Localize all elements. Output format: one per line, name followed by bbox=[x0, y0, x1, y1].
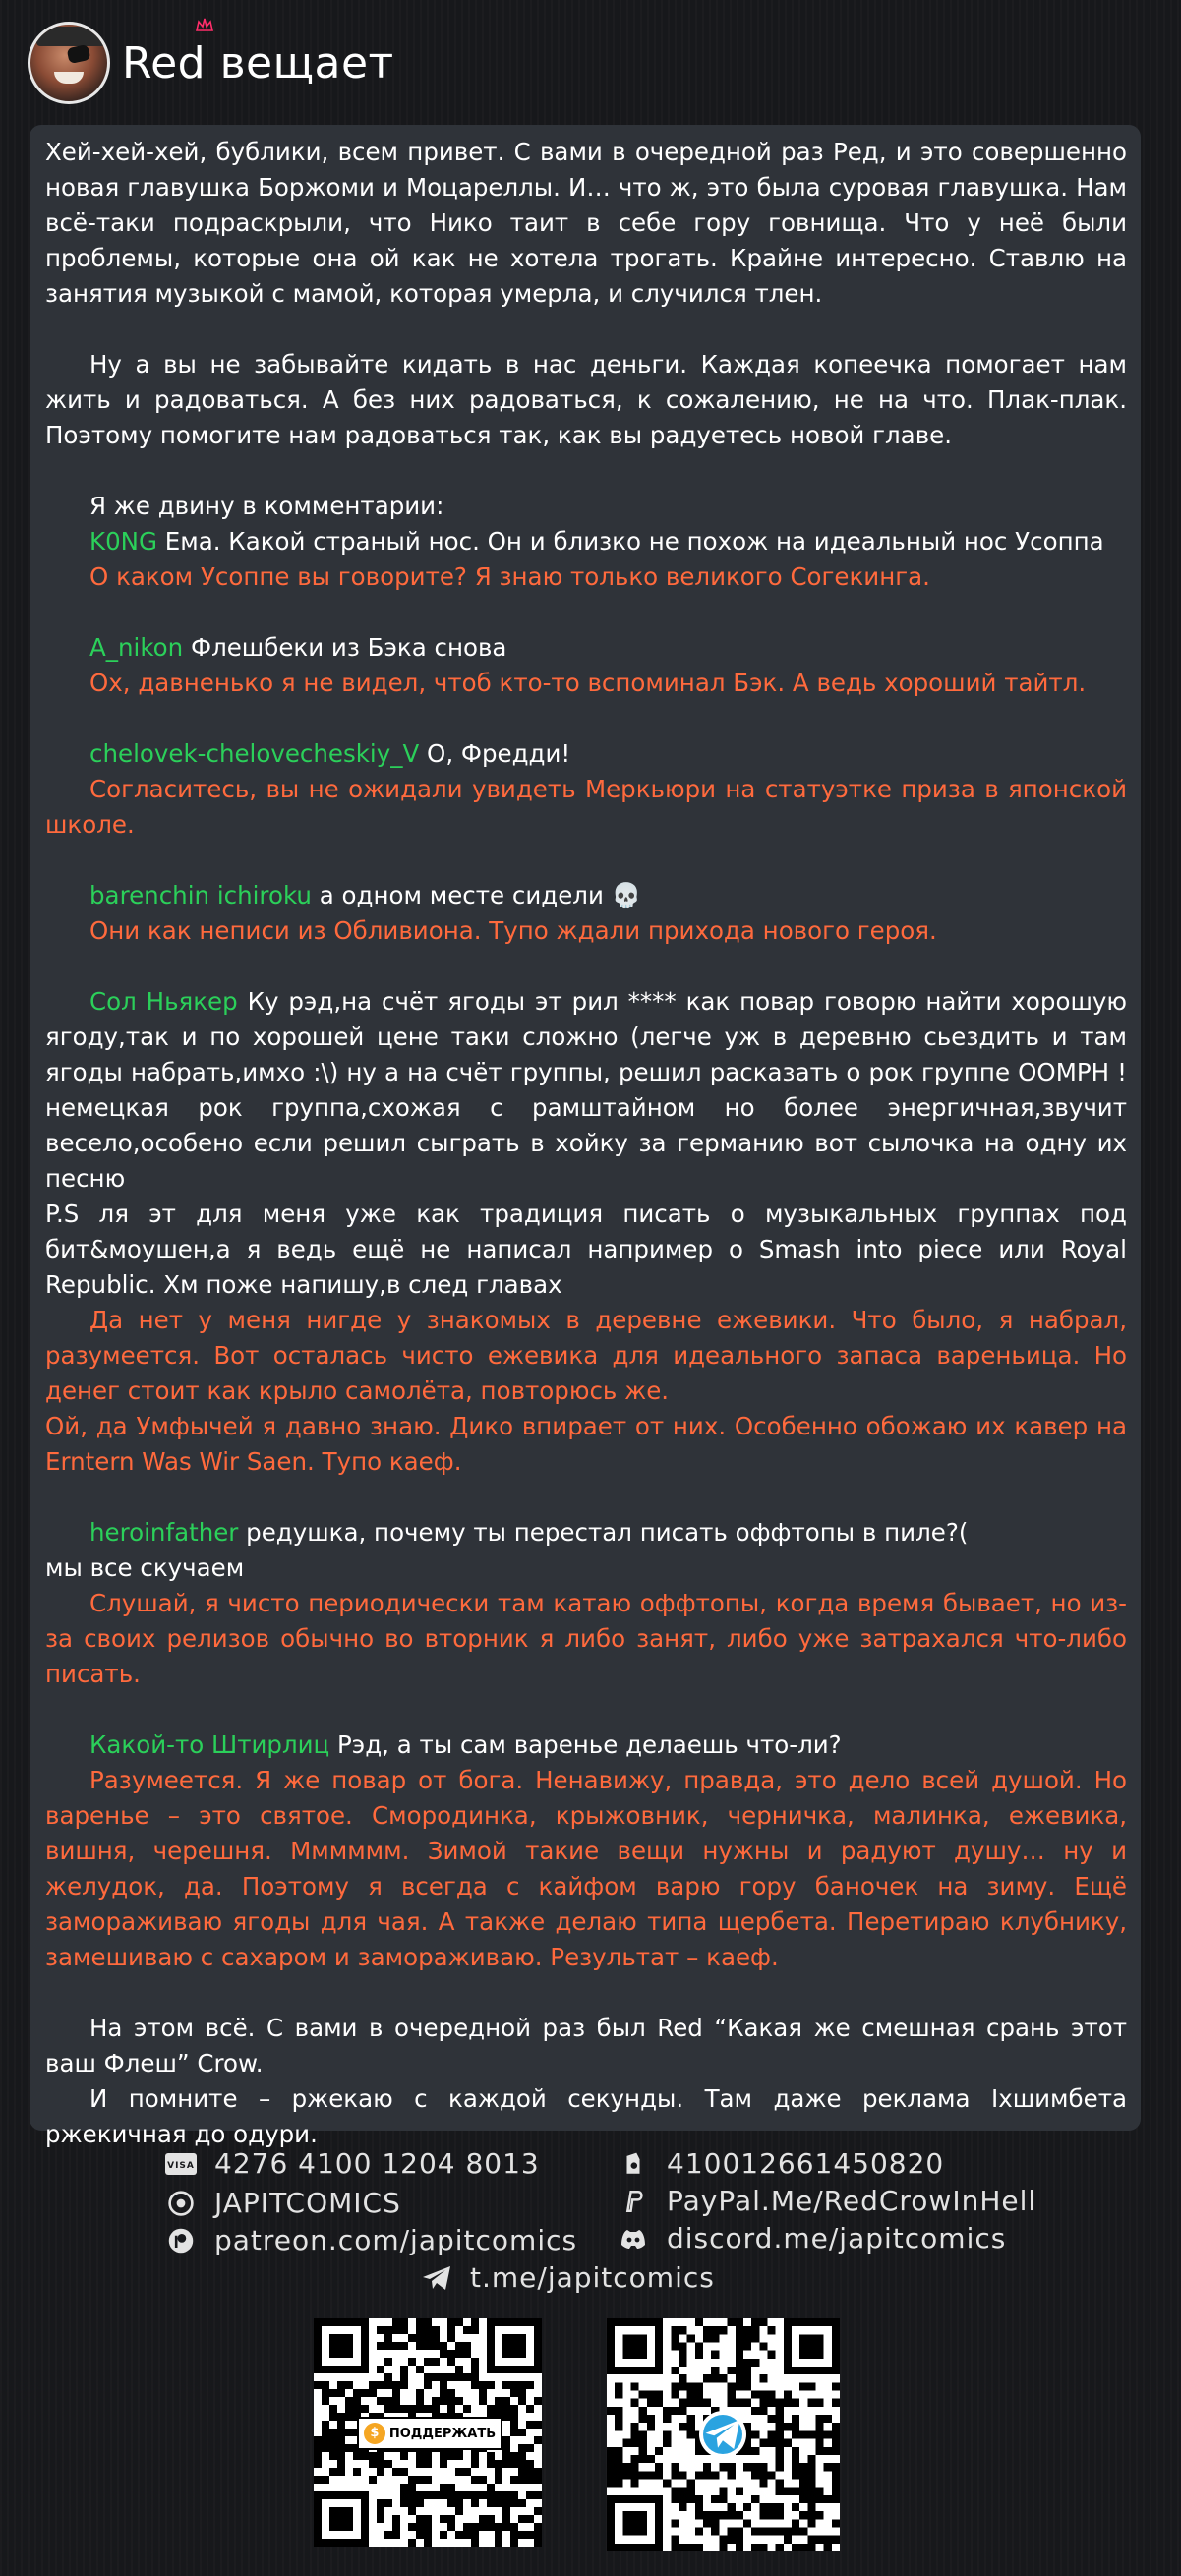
visa-icon bbox=[165, 2148, 197, 2180]
post-body bbox=[30, 125, 1141, 2148]
comment-username[interactable]: Какой-то Штирлиц bbox=[89, 1730, 330, 1759]
coin-icon: $ bbox=[364, 2423, 385, 2444]
intro-paragraph: Хей-хей-хей, бублики, всем привет. С вами в очередной раз Ред, и это совершенно новая главушка Боржоми и Моцареллы. И… что ж, это была суровая главушка. Нам всё-таки подраскрыли, что Нико таит в себе гору говнища. Что у неё были проблемы, которые она ой как не хотела трогать. Крайне интересно. Ставлю на занятия музыкой с мамой, которая умерла, и случился тлен. bbox=[45, 138, 1127, 308]
outro-paragraph: На этом всё. С вами в очередной раз был Red “Какая же смешная срань этот ваш Флеш” Crow. bbox=[45, 2014, 1127, 2078]
paypal-icon bbox=[618, 2186, 649, 2217]
comment-username[interactable]: Сол Ньякер bbox=[89, 987, 238, 1016]
comment-6-line2: мы все скучаем bbox=[45, 1553, 245, 1582]
discord-link[interactable] bbox=[618, 2222, 1006, 2254]
reply-7: Разумеется. Я же повар от бога. Ненавижу, правда, это дело всей душой. Но варенье – это святое. Смородинка, крыжовник, черничка, малинка, ежевика, вишня, черешня. Мммммм. Зимой такие вещи нужны и радуют душу… ну и желудок, да. Поэтому я всегда с кайфом варю гору баночек на зиму. Ещё замораживаю ягоды для чая. А также делаю типа щербета. Перетираю клубнику, замешиваю с сахаром и замораживаю. Результат – каеф. bbox=[45, 1766, 1127, 1971]
card-number: 4276 4100 1204 8013 bbox=[214, 2147, 540, 2180]
comment-2 bbox=[45, 630, 1127, 666]
comment-1 bbox=[45, 524, 1127, 559]
yoomoney-icon bbox=[618, 2148, 649, 2180]
comment-username[interactable]: K0NG bbox=[89, 527, 157, 556]
reply-2: Ох, давненько я не видел, чтоб кто-то вспоминал Бэк. А ведь хороший тайтл. bbox=[89, 669, 1087, 697]
qr-telegram-icon bbox=[699, 2411, 746, 2458]
comment-text: Флешбеки из Бэка снова bbox=[183, 633, 507, 662]
comment-text: Ку рэд,на счёт ягоды эт рил **** как повар говорю найти хорошую ягоду,так и по хорошей цене таки сложно (легче уж в деревню сьездить и там ягоды набрать,имхо :\) ну а на счёт группы, решил расказать о рок группе OOMPH ! немецкая рок группа,схожая с рамштайном но более энергичная,звучит весело,особено если решил сыграть в хойку за германию вот сылочка на одну их песню bbox=[45, 987, 1127, 1193]
author-avatar[interactable] bbox=[28, 22, 110, 104]
paypal-text: PayPal.Me/RedCrowInHell bbox=[667, 2185, 1037, 2217]
comment-6 bbox=[45, 1515, 1127, 1551]
crown-icon bbox=[195, 17, 214, 36]
telegram-text: t.me/japitcomics bbox=[470, 2261, 715, 2294]
reply-5b: Ой, да Умфычей я давно знаю. Дико впирает от них. Особенно обожаю их кавер на Erntern Was Wir Saen. Тупо каеф. bbox=[45, 1412, 1127, 1476]
svg-text:VISA: VISA bbox=[167, 2160, 195, 2171]
reply-6: Слушай, я чисто периодически там катаю оффтопы, когда время бывает, но из-за своих релизов обычно во вторник я либо занят, либо уже затрахался что-либо писать. bbox=[45, 1589, 1127, 1688]
comment-username[interactable]: heroinfather bbox=[89, 1518, 239, 1547]
boosty-link[interactable] bbox=[165, 2187, 401, 2219]
reply-1: О каком Усоппе вы говорите? Я знаю только великого Согекинга. bbox=[89, 562, 930, 591]
comment-username[interactable]: barenchin ichiroku bbox=[89, 881, 312, 909]
reply-4: Они как неписи из Обливиона. Тупо ждали прихода нового героя. bbox=[89, 916, 937, 945]
avatar-hair bbox=[36, 27, 105, 46]
telegram-icon bbox=[421, 2262, 452, 2294]
comment-username[interactable]: chelovek-chelovecheskiy_V bbox=[89, 739, 420, 768]
comment-5 bbox=[45, 984, 1127, 1197]
comment-7 bbox=[45, 1727, 1127, 1763]
comment-text: Ема. Какой страный нос. Он и близко не похож на идеальный нос Усоппа bbox=[156, 527, 1104, 556]
comment-text: редушка, почему ты перестал писать оффтопы в пиле?( bbox=[238, 1518, 969, 1547]
comment-3 bbox=[45, 736, 1127, 772]
money-paragraph: Ну а вы не забывайте кидать в нас деньги. Каждая копеечка помогает нам жить и радоваться. А без них радоваться, к сожалению, не на что. Плак-плак. Поэтому помогите нам радоваться так, как вы радуетесь новой главе. bbox=[45, 350, 1127, 449]
donate-qr-code[interactable] bbox=[314, 2318, 542, 2547]
telegram-qr-code[interactable] bbox=[607, 2318, 840, 2551]
yoomoney-link[interactable] bbox=[618, 2147, 944, 2180]
yoomoney-number: 410012661450820 bbox=[667, 2147, 945, 2180]
patreon-icon bbox=[165, 2225, 197, 2256]
reply-5a: Да нет у меня нигде у знакомых в деревне ежевики. Что было, я набрал, разумеется. Вот осталась чисто ежевика для идеального запаса вареньица. Но денег стоит как крыло самолёта, повторюсь же. bbox=[45, 1306, 1127, 1405]
reply-3: Согласитесь, вы не ожидали увидеть Меркьюри на статуэтке приза в японской школе. bbox=[45, 775, 1127, 839]
avatar-eyepatch bbox=[67, 44, 91, 64]
comment-text: О, Фредди! bbox=[419, 739, 571, 768]
discord-icon bbox=[618, 2223, 649, 2254]
patreon-link[interactable] bbox=[165, 2224, 577, 2256]
comment-5-ps: P.S ля эт для меня уже как традиция писать о музыкальных группах под бит&моушен,а я ведь ещё не написал например о Smash into piece или Royal Republic. Хм поже напишу,в след главах bbox=[45, 1200, 1127, 1299]
page-title bbox=[122, 38, 394, 88]
boosty-icon bbox=[165, 2188, 197, 2219]
qr-donate-label: $ ПОДДЕРЖАТЬ bbox=[357, 2417, 502, 2450]
telegram-link[interactable] bbox=[421, 2261, 715, 2294]
patreon-text: patreon.com/japitcomics bbox=[214, 2224, 578, 2256]
paypal-link[interactable] bbox=[618, 2185, 1036, 2217]
outro-paragraph-2: И помните – ржекаю с каждой секунды. Там даже реклама Ixшимбета ржекичная до одури. bbox=[45, 2084, 1127, 2148]
title-text: Red вещает bbox=[122, 37, 394, 88]
comment-text: Рэд, а ты сам варенье делаешь что-ли? bbox=[329, 1730, 842, 1759]
discord-text: discord.me/japitcomics bbox=[667, 2222, 1007, 2254]
boosty-text: JAPITCOMICS bbox=[214, 2187, 401, 2219]
comments-intro: Я же двину в комментарии: bbox=[89, 492, 444, 520]
comment-username[interactable]: A_nikon bbox=[89, 633, 184, 662]
comment-4 bbox=[45, 878, 1127, 913]
post-header bbox=[28, 22, 394, 104]
avatar-mouth bbox=[54, 72, 84, 84]
comment-text: а одном месте сидели 💀 bbox=[311, 881, 642, 909]
card-link[interactable] bbox=[165, 2147, 540, 2180]
